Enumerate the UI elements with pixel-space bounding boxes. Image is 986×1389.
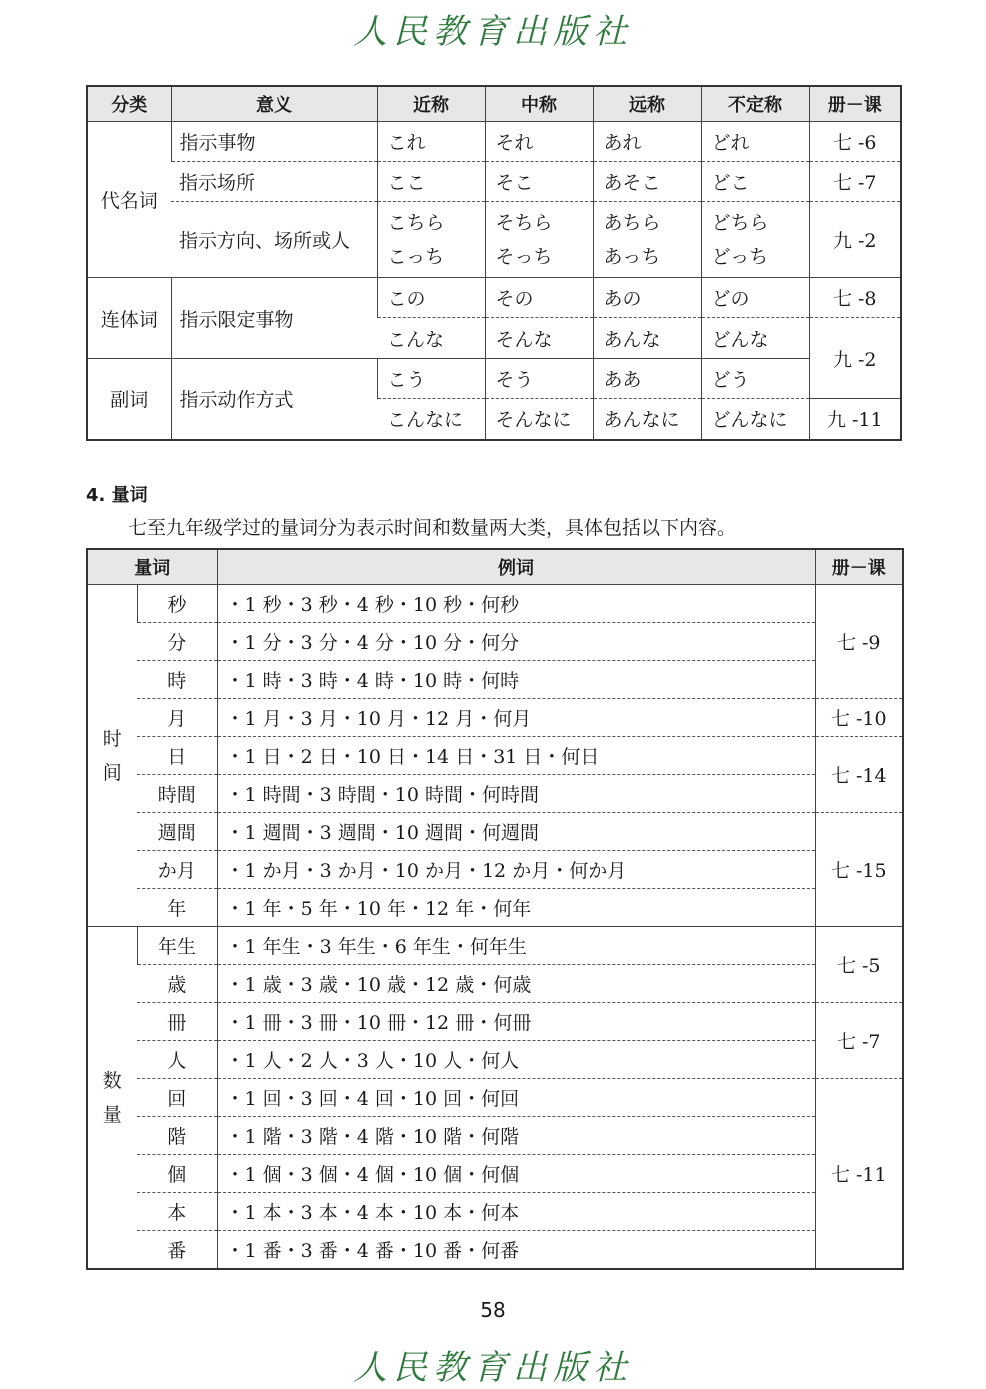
demonstratives-table: [86, 85, 902, 441]
counter-unit: 個: [137, 1155, 217, 1193]
near-cell: ここ: [377, 162, 485, 202]
near-cell: こんな: [377, 318, 485, 359]
category-adnominal: 连体词: [87, 278, 171, 359]
counter-category: 数 量: [102, 1069, 122, 1126]
counter-examples: ・1 歳・3 歳・10 歳・12 歳・何歳: [217, 965, 815, 1003]
counter-examples: ・1 年生・3 年生・6 年生・何年生: [217, 927, 815, 965]
counter-unit: 階: [137, 1117, 217, 1155]
counter-category: 时 间: [87, 585, 137, 927]
lesson-ref: 七 -11: [815, 1079, 903, 1270]
page-number: 58: [480, 1298, 506, 1322]
table-row: [87, 737, 903, 775]
mid-cell: そちら そっち: [485, 202, 593, 278]
table-row: [87, 1193, 903, 1231]
counter-unit: 秒: [137, 585, 217, 623]
table-row: [87, 585, 903, 623]
indef-cell: どんな: [701, 318, 809, 359]
counter-unit: 時: [137, 661, 217, 699]
table-row: [87, 1079, 903, 1117]
meaning-cell: 指示场所: [171, 162, 377, 202]
meaning-cell: 指示事物: [171, 122, 377, 162]
section-title: 4. 量词: [86, 485, 148, 506]
far-cell: あちら あっち: [593, 202, 701, 278]
table-row: [87, 661, 903, 699]
table-row: [87, 202, 901, 278]
ref-cell: 九 -11: [809, 399, 901, 440]
counter-unit: 年: [137, 889, 217, 927]
table1-header-category: 分类: [87, 86, 171, 122]
table-row: [87, 122, 901, 162]
table-row: [87, 1003, 903, 1041]
lesson-ref: 七 -7: [815, 1003, 903, 1079]
counter-unit: 番: [167, 1240, 187, 1262]
counter-unit: 時間: [137, 775, 217, 813]
table-row: [87, 1117, 903, 1155]
table-row: [87, 1231, 903, 1270]
table2-header-row: [87, 549, 903, 585]
counter-unit: 歳: [137, 965, 217, 1003]
counter-examples: ・1 秒・3 秒・4 秒・10 秒・何秒: [217, 585, 815, 623]
near-cell: こんなに: [387, 409, 464, 432]
ref-cell: 九 -2: [809, 202, 901, 278]
meaning-cell: 指示方向、场所或人: [171, 202, 377, 278]
counter-unit: 人: [137, 1041, 217, 1079]
counter-unit: 月: [137, 699, 217, 737]
table-row: [87, 359, 901, 399]
table1-header-meaning: 意义: [171, 86, 377, 122]
lesson-ref: 七 -15: [815, 813, 903, 927]
counter-examples: ・1 人・2 人・3 人・10 人・何人: [217, 1041, 815, 1079]
counter-unit: 冊: [137, 1003, 217, 1041]
counter-examples: ・1 時・3 時・4 時・10 時・何時: [217, 661, 815, 699]
counter-examples: ・1 月・3 月・10 月・12 月・何月: [217, 699, 815, 737]
indef-cell: どう: [701, 359, 809, 399]
counters-table: [86, 548, 904, 1270]
counter-examples: ・1 か月・3 か月・10 か月・12 か月・何か月: [217, 851, 815, 889]
near-cell: これ: [377, 122, 485, 162]
counter-examples: ・1 番・3 番・4 番・10 番・何番: [217, 1231, 815, 1270]
indef-cell: どの: [701, 278, 809, 318]
near-cell: こちら こっち: [377, 202, 485, 278]
counter-examples: ・1 冊・3 冊・10 冊・12 冊・何冊: [217, 1003, 815, 1041]
category-pronoun: 代名词: [87, 122, 171, 278]
far-cell: あれ: [593, 122, 701, 162]
table-row: [87, 699, 903, 737]
table-row: [87, 162, 901, 202]
table2-header-examples: 例词: [217, 549, 815, 585]
mid-cell: その: [485, 278, 593, 318]
table1-header-far: 远称: [593, 86, 701, 122]
counter-examples: ・1 階・3 階・4 階・10 階・何階: [217, 1117, 815, 1155]
indef-cell: どんなに: [701, 399, 809, 440]
counter-unit: 本: [137, 1193, 217, 1231]
counter-unit: 週間: [137, 813, 217, 851]
category-adverb: 副词: [110, 389, 149, 412]
meaning-cell: 指示限定事物: [171, 278, 377, 359]
mid-cell: そんな: [485, 318, 593, 359]
table-row: [87, 813, 903, 851]
table-row: [87, 927, 903, 965]
indef-cell: どこ: [701, 162, 809, 202]
table2-header-counter: 量词: [87, 549, 217, 585]
counters-table-body: [87, 585, 903, 1270]
counter-examples: ・1 週間・3 週間・10 週間・何週間: [217, 813, 815, 851]
table-row: [87, 278, 901, 318]
near-cell: こう: [377, 359, 485, 399]
far-cell: ああ: [593, 359, 701, 399]
table-row: [87, 851, 903, 889]
lesson-ref: 七 -10: [815, 699, 903, 737]
ref-cell: 七 -8: [809, 278, 901, 318]
counter-unit: 日: [137, 737, 217, 775]
counter-examples: ・1 個・3 個・4 個・10 個・何個: [217, 1155, 815, 1193]
lesson-ref: 七 -5: [815, 927, 903, 1003]
publisher-logo-top: 人民教育出版社: [353, 12, 633, 52]
ref-cell: 七 -7: [809, 162, 901, 202]
mid-cell: それ: [485, 122, 593, 162]
counter-unit: 回: [137, 1079, 217, 1117]
table-row: [87, 1041, 903, 1079]
publisher-logo-bottom: 人民教育出版社: [353, 1348, 633, 1388]
counter-examples: ・1 分・3 分・4 分・10 分・何分: [217, 623, 815, 661]
counter-examples: ・1 年・5 年・10 年・12 年・何年: [217, 889, 815, 927]
lesson-ref: 七 -9: [815, 585, 903, 699]
far-cell: あの: [593, 278, 701, 318]
table-row: [87, 1155, 903, 1193]
meaning-cell: 指示动作方式: [171, 359, 377, 440]
table-row: [87, 965, 903, 1003]
section-intro: 七至九年级学过的量词分为表示时间和数量两大类，具体包括以下内容。: [128, 517, 737, 539]
near-cell: この: [377, 278, 485, 318]
table-row: [87, 889, 903, 927]
ref-cell: 九 -2: [809, 318, 901, 399]
far-cell: あんなに: [593, 399, 701, 440]
table-row: [87, 775, 903, 813]
lesson-ref: 七 -14: [815, 737, 903, 813]
counter-unit: 分: [137, 623, 217, 661]
indef-cell: どちら どっち: [701, 202, 809, 278]
far-cell: あんな: [593, 318, 701, 359]
counter-unit: 年生: [137, 927, 217, 965]
counter-unit: か月: [137, 851, 217, 889]
mid-cell: そんなに: [485, 399, 593, 440]
far-cell: あそこ: [593, 162, 701, 202]
indef-cell: どれ: [701, 122, 809, 162]
table2-header-ref: 册－课: [815, 549, 903, 585]
mid-cell: そう: [485, 359, 593, 399]
table1-header-mid: 中称: [485, 86, 593, 122]
mid-cell: そこ: [485, 162, 593, 202]
table-row: [87, 623, 903, 661]
counter-examples: ・1 時間・3 時間・10 時間・何時間: [217, 775, 815, 813]
table1-header-row: [87, 86, 901, 122]
counter-examples: ・1 本・3 本・4 本・10 本・何本: [217, 1193, 815, 1231]
table1-header-indef: 不定称: [701, 86, 809, 122]
counter-examples: ・1 回・3 回・4 回・10 回・何回: [217, 1079, 815, 1117]
table1-header-near: 近称: [377, 86, 485, 122]
counter-examples: ・1 日・2 日・10 日・14 日・31 日・何日: [217, 737, 815, 775]
table1-header-ref: 册－课: [809, 86, 901, 122]
ref-cell: 七 -6: [809, 122, 901, 162]
